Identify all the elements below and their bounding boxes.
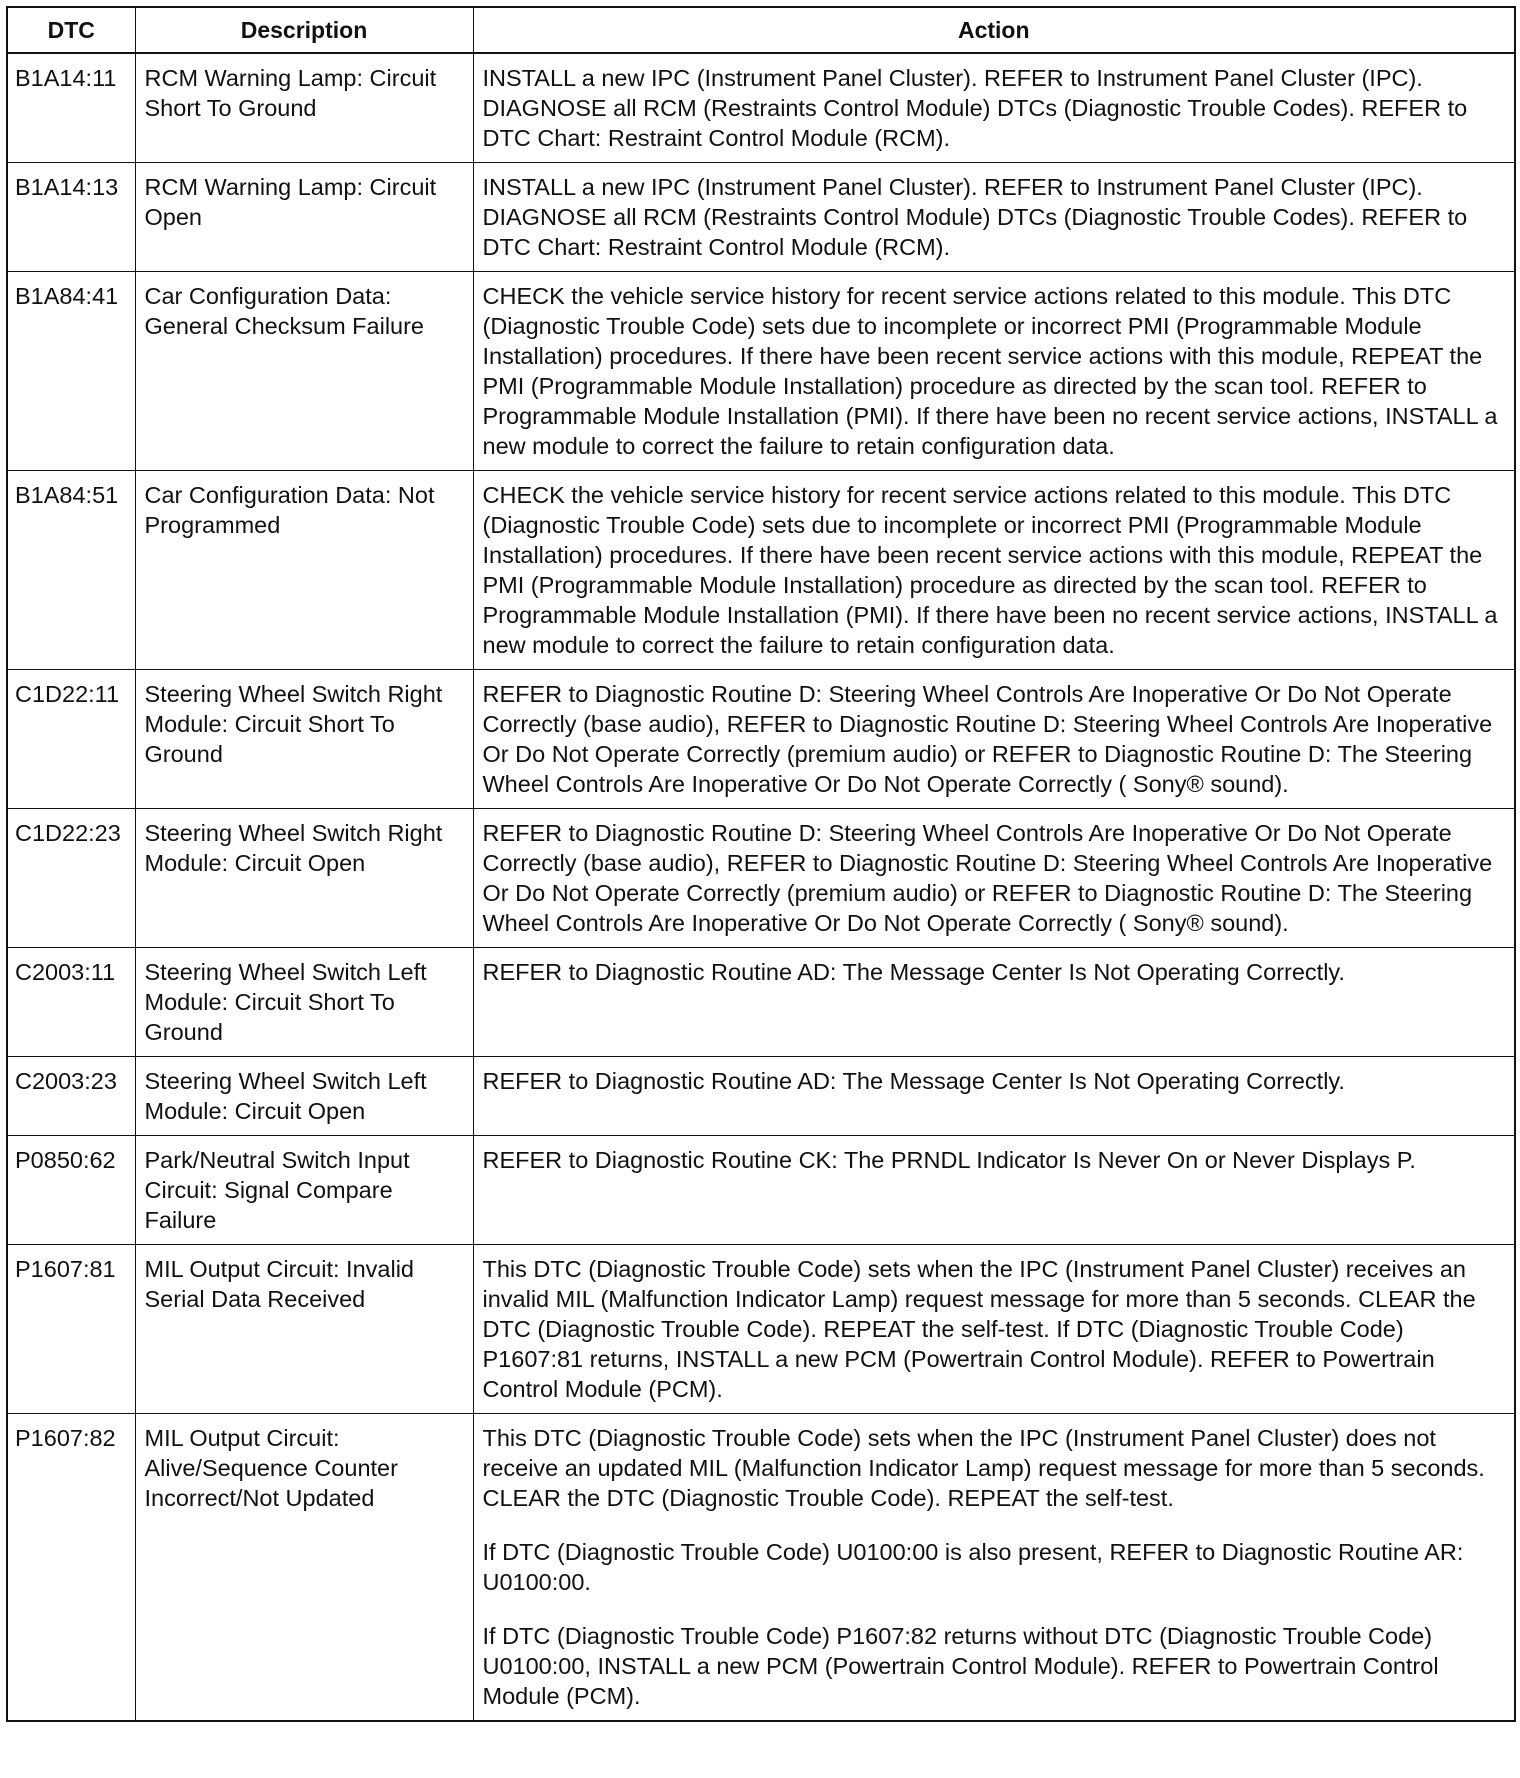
table-row	[7, 272, 1515, 471]
action-paragraph: INSTALL a new IPC (Instrument Panel Cluster). REFER to Instrument Panel Cluster (IPC). DIAGNOSE all RCM (Restraints Control Module) DTCs (Diagnostic Trouble Codes). REFER to DTC Chart: Restraint Control Module (RCM).	[482, 65, 1468, 151]
action-paragraph: INSTALL a new IPC (Instrument Panel Cluster). REFER to Instrument Panel Cluster (IPC). DIAGNOSE all RCM (Restraints Control Module) DTCs (Diagnostic Trouble Codes). REFER to DTC Chart: Restraint Control Module (RCM).	[482, 174, 1468, 260]
header-description: Description	[135, 7, 473, 53]
dtc-description: Steering Wheel Switch Left Module: Circuit Short To Ground	[135, 948, 473, 1057]
table-header	[7, 7, 1515, 53]
table-row	[7, 471, 1515, 670]
header-action: Action	[473, 7, 1515, 53]
dtc-code: B1A14:13	[7, 163, 135, 272]
dtc-code: P0850:62	[7, 1136, 135, 1245]
dtc-description: Steering Wheel Switch Left Module: Circuit Open	[135, 1057, 473, 1136]
dtc-code: P1607:82	[7, 1414, 135, 1722]
action-paragraph: CHECK the vehicle service history for recent service actions related to this module. This DTC (Diagnostic Trouble Code) sets due to incomplete or incorrect PMI (Programmable Module Installation) procedures. If there have been recent service actions with this module, REPEAT the PMI (Programmable Module Installation) procedure as directed by the scan tool. REFER to Programmable Module Installation (PMI). If there have been no recent service actions, INSTALL a new module to correct the failure to retain configuration data.	[482, 283, 1498, 459]
table-row	[7, 1414, 1515, 1722]
table-row	[7, 670, 1515, 809]
table-row	[7, 1057, 1515, 1136]
dtc-code: P1607:81	[7, 1245, 135, 1414]
dtc-code: C1D22:23	[7, 809, 135, 948]
dtc-code: B1A14:11	[7, 53, 135, 163]
action-paragraph: This DTC (Diagnostic Trouble Code) sets when the IPC (Instrument Panel Cluster) receives an invalid MIL (Malfunction Indicator Lamp) request message for more than 5 seconds. CLEAR the DTC (Diagnostic Trouble Code). REPEAT the self-test. If DTC (Diagnostic Trouble Code) P1607:81 returns, INSTALL a new PCM (Powertrain Control Module). REFER to Powertrain Control Module (PCM).	[482, 1256, 1476, 1402]
dtc-description: MIL Output Circuit: Invalid Serial Data Received	[135, 1245, 473, 1414]
dtc-action	[473, 163, 1515, 272]
action-paragraph: This DTC (Diagnostic Trouble Code) sets when the IPC (Instrument Panel Cluster) does not receive an updated MIL (Malfunction Indicator Lamp) request message for more than 5 seconds. CLEAR the DTC (Diagnostic Trouble Code). REPEAT the self-test.	[482, 1425, 1485, 1511]
dtc-action	[473, 1057, 1515, 1136]
action-paragraph: CHECK the vehicle service history for recent service actions related to this module. This DTC (Diagnostic Trouble Code) sets due to incomplete or incorrect PMI (Programmable Module Installation) procedures. If there have been recent service actions with this module, REPEAT the PMI (Programmable Module Installation) procedure as directed by the scan tool. REFER to Programmable Module Installation (PMI). If there have been no recent service actions, INSTALL a new module to correct the failure to retain configuration data.	[482, 482, 1498, 658]
dtc-description: MIL Output Circuit: Alive/Sequence Counter Incorrect/Not Updated	[135, 1414, 473, 1722]
table-row	[7, 948, 1515, 1057]
dtc-code: C1D22:11	[7, 670, 135, 809]
table-row	[7, 1136, 1515, 1245]
header-row	[7, 7, 1515, 53]
dtc-action	[473, 1414, 1515, 1722]
dtc-action	[473, 272, 1515, 471]
action-paragraph: If DTC (Diagnostic Trouble Code) U0100:00 is also present, REFER to Diagnostic Routine AR: U0100:00.	[482, 1539, 1464, 1595]
dtc-table	[6, 6, 1516, 1722]
dtc-description: Steering Wheel Switch Right Module: Circuit Open	[135, 809, 473, 948]
dtc-action	[473, 1245, 1515, 1414]
dtc-code: B1A84:51	[7, 471, 135, 670]
dtc-code: C2003:23	[7, 1057, 135, 1136]
dtc-action	[473, 471, 1515, 670]
table-row	[7, 1245, 1515, 1414]
table-row	[7, 53, 1515, 163]
action-paragraph: If DTC (Diagnostic Trouble Code) P1607:82 returns without DTC (Diagnostic Trouble Code) U0100:00, INSTALL a new PCM (Powertrain Control Module). REFER to Powertrain Control Module (PCM).	[482, 1623, 1439, 1709]
dtc-description: RCM Warning Lamp: Circuit Open	[135, 163, 473, 272]
header-dtc: DTC	[7, 7, 135, 53]
action-paragraph: REFER to Diagnostic Routine AD: The Message Center Is Not Operating Correctly.	[482, 959, 1345, 985]
dtc-action	[473, 1136, 1515, 1245]
dtc-description: RCM Warning Lamp: Circuit Short To Ground	[135, 53, 473, 163]
action-paragraph: REFER to Diagnostic Routine AD: The Message Center Is Not Operating Correctly.	[482, 1068, 1345, 1094]
table-row	[7, 163, 1515, 272]
action-paragraph: REFER to Diagnostic Routine D: Steering Wheel Controls Are Inoperative Or Do Not Operate Correctly (base audio), REFER to Diagnostic Routine D: Steering Wheel Controls Are Inoperative Or Do Not Operate Correctly (premium audio) or REFER to Diagnostic Routine D: The Steering Wheel Controls Are Inoperative Or Do Not Operate Correctly ( Sony® sound).	[482, 820, 1493, 936]
dtc-code: B1A84:41	[7, 272, 135, 471]
table-row	[7, 809, 1515, 948]
table-body	[7, 53, 1515, 1721]
dtc-description: Steering Wheel Switch Right Module: Circuit Short To Ground	[135, 670, 473, 809]
dtc-code: C2003:11	[7, 948, 135, 1057]
dtc-description: Car Configuration Data: Not Programmed	[135, 471, 473, 670]
dtc-action	[473, 670, 1515, 809]
dtc-description: Car Configuration Data: General Checksum Failure	[135, 272, 473, 471]
dtc-action	[473, 53, 1515, 163]
dtc-description: Park/Neutral Switch Input Circuit: Signal Compare Failure	[135, 1136, 473, 1245]
dtc-action	[473, 948, 1515, 1057]
action-paragraph: REFER to Diagnostic Routine D: Steering Wheel Controls Are Inoperative Or Do Not Operate Correctly (base audio), REFER to Diagnostic Routine D: Steering Wheel Controls Are Inoperative Or Do Not Operate Correctly (premium audio) or REFER to Diagnostic Routine D: The Steering Wheel Controls Are Inoperative Or Do Not Operate Correctly ( Sony® sound).	[482, 681, 1493, 797]
action-paragraph: REFER to Diagnostic Routine CK: The PRNDL Indicator Is Never On or Never Displays P.	[482, 1147, 1416, 1173]
dtc-action	[473, 809, 1515, 948]
